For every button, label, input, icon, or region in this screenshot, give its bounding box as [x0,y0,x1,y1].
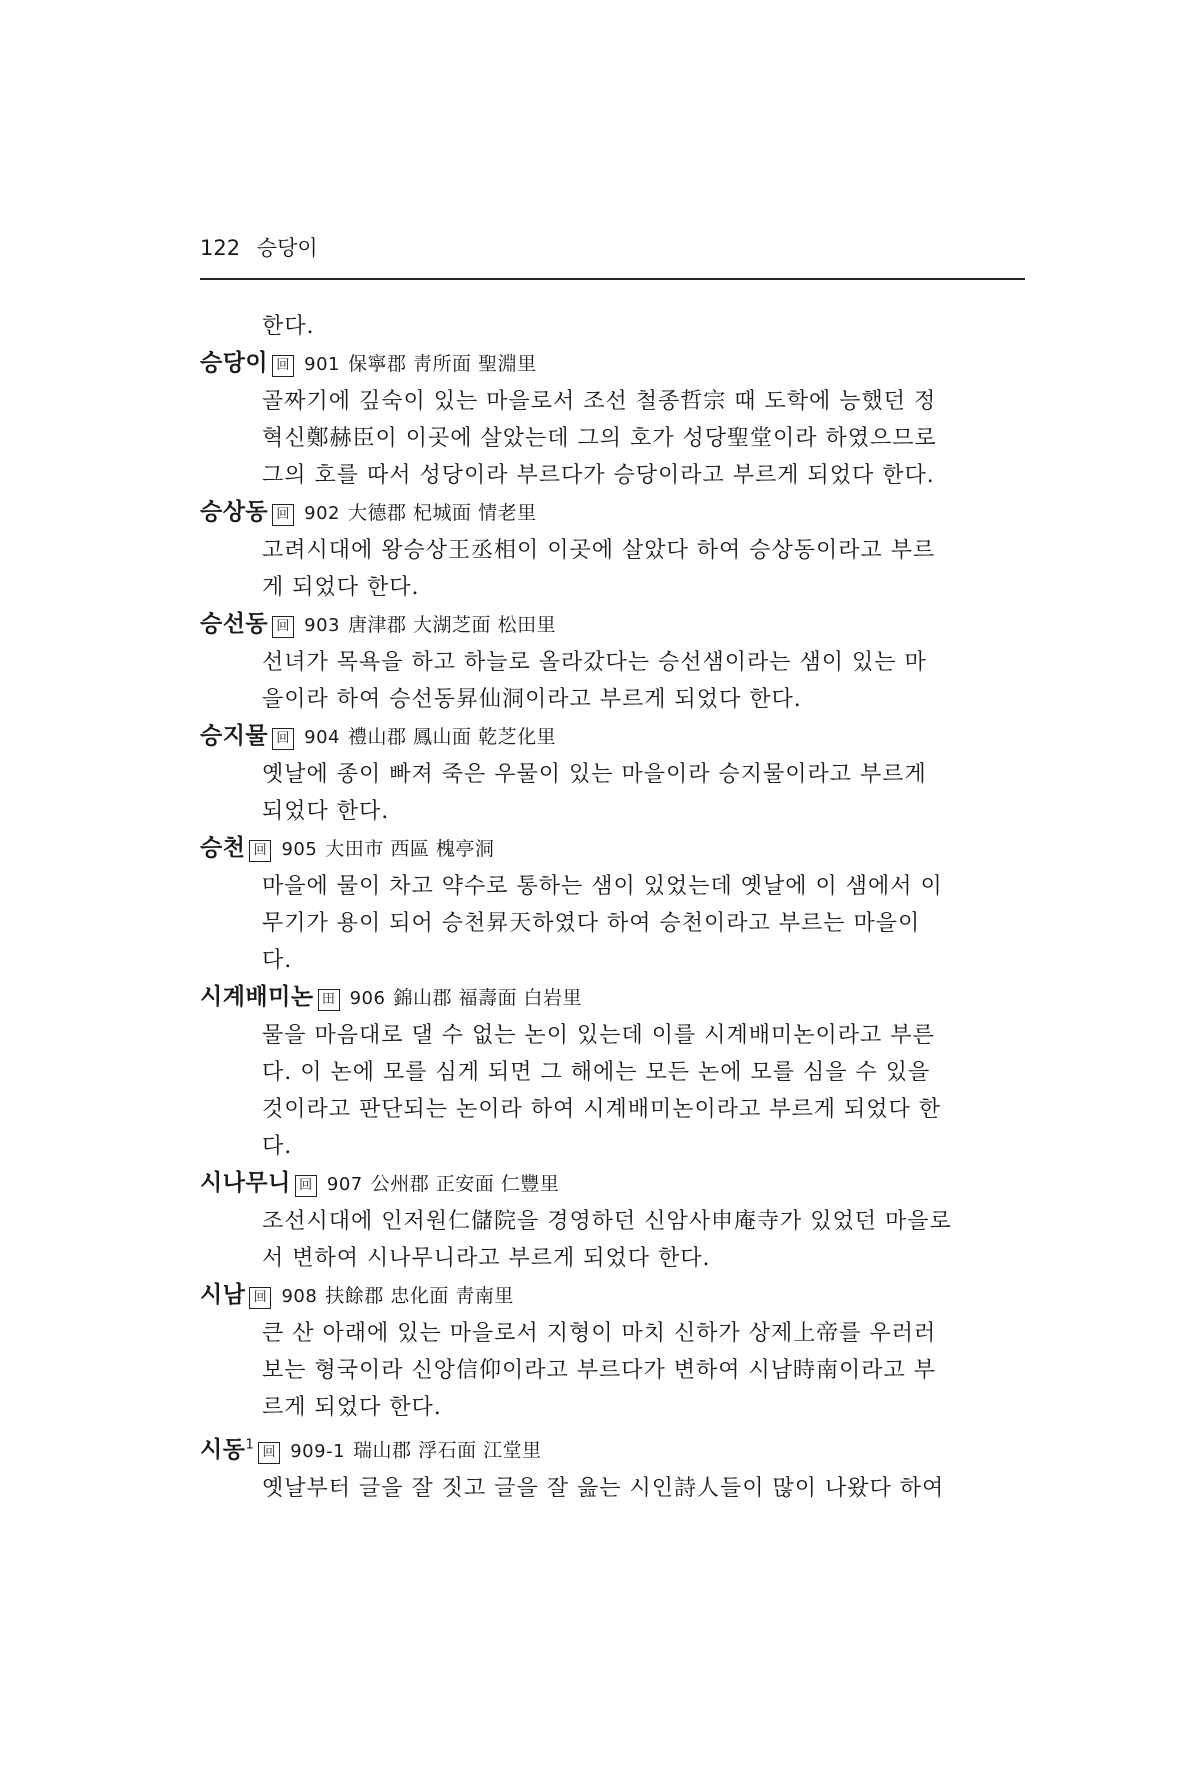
entry-text-line: 르게 되었다 한다. [262,1395,442,1420]
entry-text-line: 서 변하여 시나무니라고 부르게 되었다 한다. [262,1246,711,1271]
headword-text: 승상동 [200,499,269,525]
headword [200,1437,254,1463]
running-title: 승당이 [256,236,318,260]
headword [200,984,314,1010]
entry-number: 903 [304,615,341,636]
entry-heading-line [200,979,1030,1017]
headword [200,350,268,376]
entry-text-line: 것이라고 판단되는 논이라 하여 시계배미논이라고 부르게 되었다 한 [262,1097,942,1122]
entry-number: 905 [281,839,318,860]
headword-text: 승지물 [200,723,269,749]
entry-location: 唐津郡 大湖芝面 松田里 [348,614,557,636]
headword-text: 승천 [200,835,246,861]
entry-location: 瑞山郡 浮石面 江堂里 [353,1439,542,1462]
entry-number: 908 [281,1286,318,1307]
entry-location: 扶餘郡 忠化面 靑南里 [325,1285,514,1307]
entry-location: 禮山郡 鳳山面 乾芝化里 [348,726,557,748]
headword-text: 시남 [200,1282,246,1308]
category-mark: 回 [272,355,294,377]
headword-text: 시계배미논 [200,984,314,1010]
entry-number: 909-1 [290,1440,346,1462]
entry-heading-line [200,1426,1030,1470]
entry-text-line: 게 되었다 한다. [262,575,420,600]
entry-heading-line [200,494,1030,532]
entry-text-line: 다. [262,948,293,973]
headword [200,723,268,749]
category-mark: 回 [249,1287,271,1309]
entry-text-line: 마을에 물이 차고 약수로 통하는 샘이 있었는데 옛날에 이 샘에서 이 [262,874,943,899]
page-number: 122 [200,236,241,260]
headword-text: 시나무니 [200,1170,291,1196]
entry-text-line: 다. [262,1134,293,1159]
entry-heading-line [200,718,1030,756]
category-mark: 回 [272,616,294,638]
entry-text-line: 을이라 하여 승선동昇仙洞이라고 부르게 되었다 한다. [262,687,802,712]
entry-text-line: 조선시대에 인저원仁儲院을 경영하던 신암사申庵寺가 있었던 마을로 [262,1209,952,1234]
entries-body [200,308,1030,1507]
headword [200,611,268,637]
category-mark: 回 [295,1175,317,1197]
entry-text-line: 선녀가 목욕을 하고 하늘로 올라갔다는 승선샘이라는 샘이 있는 마 [262,650,927,675]
headword-superscript: 1 [245,1437,255,1452]
category-mark: 田 [318,989,340,1011]
entry-text-line: 큰 산 아래에 있는 마을로서 지형이 마치 신하가 상제上帝를 우러러 [262,1321,937,1346]
page-header [200,228,1025,280]
entry-heading-line [200,830,1030,868]
entry-text-line: 무기가 용이 되어 승천昇天하였다 하여 승천이라고 부르는 마을이 [262,911,921,936]
entry-number: 901 [304,354,341,375]
category-mark: 回 [272,728,294,750]
headword [200,1170,291,1196]
entry-text-line: 고려시대에 왕승상王丞相이 이곳에 살았다 하여 승상동이라고 부르 [262,538,936,563]
entry-text-line: 다. 이 논에 모를 심게 되면 그 해에는 모든 논에 모를 심을 수 있을 [262,1060,931,1085]
entry-number: 907 [326,1174,363,1195]
entry-heading-line [200,1165,1030,1203]
entry-number: 902 [304,503,341,524]
category-mark: 回 [258,1442,280,1464]
entry-text-line: 옛날부터 글을 잘 짓고 글을 잘 읊는 시인詩人들이 많이 나왔다 하여 [262,1475,945,1501]
entry-number: 906 [349,988,386,1009]
category-mark: 回 [249,840,271,862]
entry-location: 保寧郡 靑所面 聖淵里 [348,353,537,375]
entry-text-line: 옛날에 종이 빠져 죽은 우물이 있는 마을이라 승지물이라고 부르게 [262,762,927,787]
category-mark: 回 [272,504,294,526]
entry-location: 大田市 西區 槐亭洞 [325,838,495,860]
entry-location: 錦山郡 福壽面 白岩里 [393,987,583,1009]
entry-location: 大德郡 杞城面 情老里 [348,502,537,524]
headword [200,1282,245,1308]
headword-text: 시동 [200,1436,246,1463]
entry-text-line: 혁신鄭赫臣이 이곳에 살았는데 그의 호가 성당聖堂이라 하였으므로 [262,426,937,451]
headword-text: 승당이 [200,350,269,376]
headword-text: 승선동 [200,611,269,637]
entry-text-line: 되었다 한다. [262,799,390,824]
headword [200,835,245,861]
entry-text-line: 물을 마음대로 댈 수 없는 논이 있는데 이를 시계배미논이라고 부른 [262,1023,935,1048]
entry-text-line: 그의 호를 따서 성당이라 부르다가 승당이라고 부르게 되었다 한다. [262,463,935,488]
entry-heading-line [200,345,1030,383]
entry-text-line: 보는 형국이라 신앙信仰이라고 부르다가 변하여 시남時南이라고 부 [262,1358,937,1383]
entry-text-line: 골짜기에 깊숙이 있는 마을로서 조선 철종哲宗 때 도학에 능했던 정 [262,389,937,414]
entry-heading-line [200,606,1030,644]
entry-text-line: 한다. [262,314,315,339]
headword [200,499,268,525]
entry-number: 904 [304,727,341,748]
entry-location: 公州郡 正安面 仁豐里 [370,1173,560,1195]
entry-heading-line [200,1277,1030,1315]
